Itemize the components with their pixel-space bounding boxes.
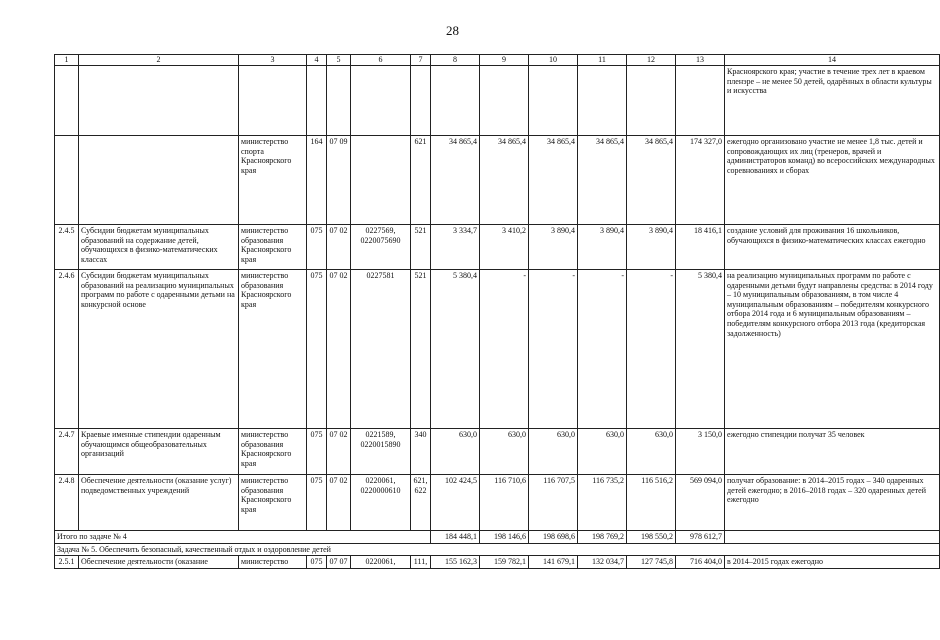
header-cell: 11 [578,55,627,66]
table-cell: Субсидии бюджетам муниципальных образований на содержание детей, обучающихся в физико-математических классах [79,225,239,270]
table-cell: 0221589, 0220015890 [351,429,411,475]
table-cell: на реализацию муниципальных программ по работе с одаренными детьми будут направлены средства: в 2014 году – 10 муниципальным образованиям, в том числе 4 муниципальным образованиям – победителям конкурсного отбора 2014 года и 6 муниципальным образованиям – победителям конкурсного отбора 2013 года (кредиторская задолженность) [725,270,940,429]
table-cell: 164 [307,136,327,225]
table-cell [239,66,307,136]
table-row [55,429,940,475]
table-cell: 2.5.1 [55,556,79,569]
table-row [55,475,940,531]
table-cell: 621, 622 [411,475,431,531]
total-label: Итого по задаче № 4 [55,531,431,544]
table-cell: 621 [411,136,431,225]
table-cell: 159 782,1 [480,556,529,569]
table-cell: 102 424,5 [431,475,480,531]
table-cell: министерство образования Красноярского края [239,475,307,531]
header-cell: 14 [725,55,940,66]
table-cell [351,66,411,136]
table-cell: 07 09 [327,136,351,225]
table-cell: 075 [307,556,327,569]
table-cell: 198 146,6 [480,531,529,544]
table-cell: 0227581 [351,270,411,429]
table-cell: министерство образования Красноярского края [239,429,307,475]
table-cell: Обеспечение деятельности (оказание услуг) подведомственных учреждений [79,475,239,531]
table-cell: 630,0 [480,429,529,475]
table-cell [55,66,79,136]
table-cell: 2.4.8 [55,475,79,531]
table-cell: министерство [239,556,307,569]
table-cell: 07 02 [327,270,351,429]
table-cell: 198 550,2 [627,531,676,544]
header-cell: 9 [480,55,529,66]
header-cell: 7 [411,55,431,66]
header-cell: 10 [529,55,578,66]
table-cell: в 2014–2015 годах ежегодно [725,556,940,569]
table-cell: министерство спорта Красноярского края [239,136,307,225]
table-cell: Субсидии бюджетам муниципальных образований на реализацию муниципальных программ по работе с одаренными детьми на конкурсной основе [79,270,239,429]
table-cell: - [529,270,578,429]
header-cell: 2 [79,55,239,66]
table-cell [529,66,578,136]
table-cell [55,136,79,225]
table-cell: 34 865,4 [480,136,529,225]
table-cell: Обеспечение деятельности (оказание [79,556,239,569]
table-cell: 07 02 [327,225,351,270]
table-cell: 0220061, [351,556,411,569]
table-cell: 630,0 [529,429,578,475]
table-cell: 3 890,4 [529,225,578,270]
table-cell: 111, [411,556,431,569]
table-cell: получат образование: в 2014–2015 годах – 340 одаренных детей ежегодно; в 2016–2018 годах – 320 одаренных детей ежегодно [725,475,940,531]
table-cell: 630,0 [578,429,627,475]
table-cell: 2.4.5 [55,225,79,270]
table-cell [627,66,676,136]
table-cell: создание условий для проживания 16 школьников, обучающихся в физико-математических классах ежегодно [725,225,940,270]
header-cell: 6 [351,55,411,66]
table-cell: 116 707,5 [529,475,578,531]
table-cell: 132 034,7 [578,556,627,569]
table-cell [351,136,411,225]
table-cell: 3 890,4 [627,225,676,270]
table-cell: 3 890,4 [578,225,627,270]
table-cell: 630,0 [627,429,676,475]
table-cell: 07 07 [327,556,351,569]
table-cell: 34 865,4 [627,136,676,225]
task-heading: Задача № 5. Обеспечить безопасный, качественный отдых и оздоровление детей [55,543,940,556]
table-cell: ежегодно организовано участие не менее 1,8 тыс. детей и сопровождающих их лиц (тренеров, врачей и администраторов команд) во всероссийских международных соревнованиях и сборах [725,136,940,225]
table-cell [79,66,239,136]
table-cell: 116 516,2 [627,475,676,531]
table-cell: 34 865,4 [431,136,480,225]
table-cell: 340 [411,429,431,475]
task-row [55,543,940,556]
table-row [55,225,940,270]
header-row [55,55,940,66]
table-cell: 075 [307,475,327,531]
table-cell: 116 735,2 [578,475,627,531]
header-cell: 4 [307,55,327,66]
table-cell: 521 [411,270,431,429]
table-cell: 716 404,0 [676,556,725,569]
table-row [55,136,940,225]
table-cell: 07 02 [327,429,351,475]
table-cell: 141 679,1 [529,556,578,569]
table-cell [307,66,327,136]
table-cell: 198 698,6 [529,531,578,544]
table-cell: 3 410,2 [480,225,529,270]
table-cell: 2.4.7 [55,429,79,475]
table-cell: 127 745,8 [627,556,676,569]
table-cell: 174 327,0 [676,136,725,225]
table-cell [327,66,351,136]
table-cell: Краевые именные стипендии одаренным обучающимся общеобразовательных организаций [79,429,239,475]
table-row [55,270,940,429]
table-row [55,66,940,136]
header-cell: 1 [55,55,79,66]
table-cell [725,531,940,544]
table-cell [480,66,529,136]
table-cell: 2.4.6 [55,270,79,429]
table-cell: 521 [411,225,431,270]
table-cell: 3 334,7 [431,225,480,270]
table-cell: 978 612,7 [676,531,725,544]
header-cell: 3 [239,55,307,66]
table-cell: Красноярского края; участие в течение трех лет в краевом пленэре – не менее 50 детей, одарённых в области культуры и искусства [725,66,940,136]
table-cell: 34 865,4 [578,136,627,225]
table-cell: 07 02 [327,475,351,531]
header-cell: 8 [431,55,480,66]
table-cell: 075 [307,225,327,270]
table-cell: 075 [307,429,327,475]
table-cell: 155 162,3 [431,556,480,569]
table-cell: - [578,270,627,429]
table-cell: 184 448,1 [431,531,480,544]
table-cell: ежегодно стипендии получат 35 человек [725,429,940,475]
table-cell: 630,0 [431,429,480,475]
table-cell: 569 094,0 [676,475,725,531]
table-cell: министерство образования Красноярского края [239,270,307,429]
table-cell: 116 710,6 [480,475,529,531]
table-cell: 18 416,1 [676,225,725,270]
table-cell: министерство образования Красноярского края [239,225,307,270]
table-cell: 0227569, 0220075690 [351,225,411,270]
table-cell [578,66,627,136]
table-cell: 34 865,4 [529,136,578,225]
header-cell: 13 [676,55,725,66]
budget-table [54,54,940,569]
table-cell [411,66,431,136]
table-cell: 3 150,0 [676,429,725,475]
page-number: 28 [446,23,459,38]
table-cell [431,66,480,136]
table-cell [79,136,239,225]
table-cell: 5 380,4 [676,270,725,429]
table-cell: 198 769,2 [578,531,627,544]
table-cell: 0220061, 0220000610 [351,475,411,531]
table-cell: - [627,270,676,429]
table-cell: 5 380,4 [431,270,480,429]
table-cell [676,66,725,136]
header-cell: 5 [327,55,351,66]
table-cell: 075 [307,270,327,429]
table-cell: - [480,270,529,429]
header-cell: 12 [627,55,676,66]
table-row [55,556,940,569]
total-row [55,531,940,544]
